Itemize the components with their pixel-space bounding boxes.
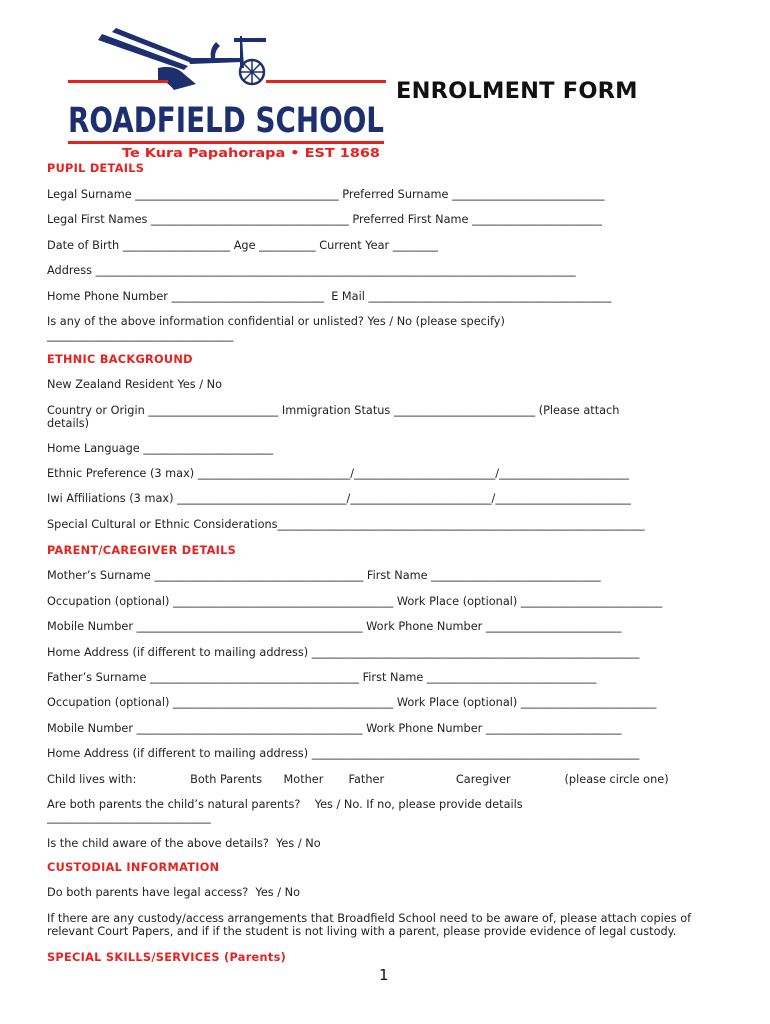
legal-surname-line[interactable]: Legal Surname ____________________________________ Preferred Surname ___________________________ <box>47 188 605 201</box>
iwi-affiliations-line[interactable]: Iwi Affiliations (3 max) ______________________________/_________________________/________________________ <box>47 492 631 505</box>
section-heading-custodial: CUSTODIAL INFORMATION <box>47 861 220 874</box>
child-aware-line[interactable]: Is the child aware of the above details? Yes / No <box>47 837 321 850</box>
page-number: 1 <box>379 966 389 984</box>
mother-mobile-line[interactable]: Mobile Number ________________________________________ Work Phone Number ________________________ <box>47 620 622 633</box>
father-surname-line[interactable]: Father’s Surname _____________________________________ First Name ______________________________ <box>47 671 597 684</box>
section-heading-parent: PARENT/CAREGIVER DETAILS <box>47 544 237 557</box>
logo-school-name: ROADFIELD SCHOOL <box>68 101 384 141</box>
section-heading-ethnic: ETHNIC BACKGROUND <box>47 353 193 366</box>
nz-resident-line[interactable]: New Zealand Resident Yes / No <box>47 378 223 391</box>
form-title: ENROLMENT FORM <box>396 78 638 104</box>
natural-parents-answer-line[interactable]: _____________________________ <box>47 811 211 824</box>
ethnic-preference-line[interactable]: Ethnic Preference (3 max) ___________________________/_________________________/_______________________ <box>47 467 630 480</box>
natural-parents-question[interactable]: Are both parents the child’s natural parents? Yes / No. If no, please provide details <box>47 798 523 811</box>
legal-access-line[interactable]: Do both parents have legal access? Yes / No <box>47 886 301 899</box>
home-phone-line[interactable]: Home Phone Number ___________________________ E Mail ___________________________________________ <box>47 290 612 303</box>
school-logo <box>66 28 388 160</box>
date-of-birth-line[interactable]: Date of Birth ___________________ Age __________ Current Year ________ <box>47 239 438 252</box>
child-lives-with-line[interactable]: Child lives with: Both Parents Mother Father Caregiver (please circle one) <box>47 773 669 786</box>
home-language-line[interactable]: Home Language _______________________ <box>47 442 274 455</box>
country-of-origin-line-cont: details) <box>47 417 90 430</box>
logo-tagline: Te Kura Papahorapa • EST 1868 <box>122 146 380 160</box>
mother-occupation-line[interactable]: Occupation (optional) _______________________________________ Work Place (optional) _________________________ <box>47 595 663 608</box>
confidential-answer-line[interactable]: _________________________________ <box>47 329 234 342</box>
father-occupation-line[interactable]: Occupation (optional) _______________________________________ Work Place (optional) ________________________ <box>47 696 657 709</box>
country-of-origin-line[interactable]: Country or Origin _______________________ Immigration Status _________________________ (Please attach <box>47 404 620 417</box>
plough-emblem-icon <box>66 28 388 160</box>
father-home-address-line[interactable]: Home Address (if different to mailing address) __________________________________________________________ <box>47 747 640 760</box>
legal-first-names-line[interactable]: Legal First Names ___________________________________ Preferred First Name _______________________ <box>47 213 602 226</box>
custody-paragraph: If there are any custody/access arrangements that Broadfield School need to be aware of, please attach copies of relevant Court Papers, and if if the student is not living with a parent, please provide evidence of legal custody. <box>47 912 695 938</box>
section-heading-skills: SPECIAL SKILLS/SERVICES (Parents) <box>47 951 287 964</box>
section-heading-pupil: PUPIL DETAILS <box>47 162 145 175</box>
address-line[interactable]: Address _____________________________________________________________________________________ <box>47 264 576 277</box>
cultural-considerations-line[interactable]: Special Cultural or Ethnic Considerations_________________________________________________________________ <box>47 518 645 531</box>
father-mobile-line[interactable]: Mobile Number ________________________________________ Work Phone Number ________________________ <box>47 722 622 735</box>
mother-home-address-line[interactable]: Home Address (if different to mailing address) __________________________________________________________ <box>47 646 640 659</box>
confidential-question: Is any of the above information confidential or unlisted? Yes / No (please specify) <box>47 315 505 328</box>
mother-surname-line[interactable]: Mother’s Surname _____________________________________ First Name ______________________________ <box>47 569 601 582</box>
